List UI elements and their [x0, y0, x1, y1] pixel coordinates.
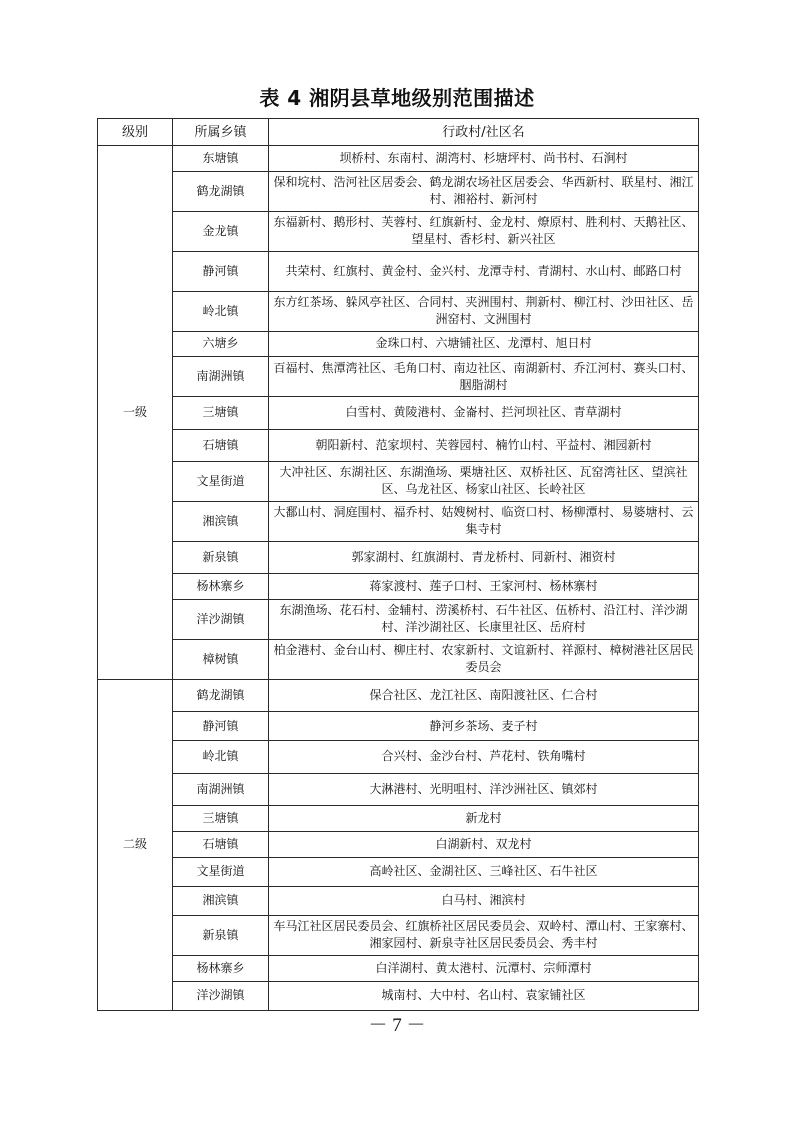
town-cell: 湘滨镇 — [173, 501, 269, 541]
page-number: － 7 － — [368, 1015, 426, 1036]
town-cell: 岭北镇 — [173, 741, 269, 773]
villages-cell: 白湖新村、双龙村 — [269, 831, 699, 857]
table-row — [98, 981, 699, 1010]
town-cell: 鹤龙湖镇 — [173, 679, 269, 711]
villages-cell: 白雪村、黄陵港村、金崙村、拦河坝社区、青草湖村 — [269, 397, 699, 429]
town-cell: 东塘镇 — [173, 146, 269, 172]
town-cell: 杨林寨乡 — [173, 955, 269, 981]
villages-cell: 东湖渔场、花石村、金辅村、涝溪桥村、石牛社区、伍桥村、沿江村、洋沙湖村、洋沙湖社区、长康里社区、岳府村 — [269, 600, 699, 640]
villages-cell: 金珠口村、六塘铺社区、龙潭村、旭日村 — [269, 331, 699, 357]
table-row — [98, 251, 699, 291]
town-cell: 文星街道 — [173, 461, 269, 501]
villages-cell: 白洋湖村、黄太港村、沅潭村、宗师潭村 — [269, 955, 699, 981]
villages-cell: 静河乡茶场、麦子村 — [269, 712, 699, 741]
town-cell: 南湖洲镇 — [173, 773, 269, 805]
town-cell: 石塘镇 — [173, 429, 269, 461]
villages-cell: 百福村、焦潭湾社区、毛角口村、南边社区、南湖新村、乔江河村、赛头口村、胭脂湖村 — [269, 357, 699, 397]
table-header — [98, 119, 699, 146]
villages-cell: 大淋港村、光明咀村、洋沙洲社区、镇郊村 — [269, 773, 699, 805]
villages-cell: 合兴村、金沙台村、芦花村、铁角嘴村 — [269, 741, 699, 773]
town-cell: 岭北镇 — [173, 291, 269, 331]
table-row — [98, 886, 699, 915]
town-cell: 三塘镇 — [173, 805, 269, 831]
table-row — [98, 397, 699, 429]
table-row — [98, 331, 699, 357]
villages-cell: 朝阳新村、范家坝村、芙蓉园村、楠竹山村、平益村、湘园新村 — [269, 429, 699, 461]
table-body — [98, 146, 699, 1011]
town-cell: 湘滨镇 — [173, 886, 269, 915]
villages-cell: 大冲社区、东湖社区、东湖渔场、栗塘社区、双桥社区、瓦窑湾社区、望滨社区、乌龙社区、杨家山社区、长岭社区 — [269, 461, 699, 501]
town-cell: 静河镇 — [173, 251, 269, 291]
villages-cell: 保和垸村、浩河社区居委会、鹤龙湖农场社区居委会、华西新村、联星村、湘江村、湘裕村、新河村 — [269, 171, 699, 211]
table-row — [98, 741, 699, 773]
villages-cell: 保合社区、龙江社区、南阳渡社区、仁合村 — [269, 679, 699, 711]
table-row — [98, 357, 699, 397]
villages-cell: 高岭社区、金湖社区、三峰社区、石牛社区 — [269, 857, 699, 886]
town-cell: 新泉镇 — [173, 915, 269, 955]
villages-cell: 柏金港村、金台山村、柳庄村、农家新村、文谊新村、祥源村、樟树港社区居民委员会 — [269, 639, 699, 679]
town-cell: 鹤龙湖镇 — [173, 171, 269, 211]
level-cell: 二级 — [98, 679, 173, 1010]
header-town: 所属乡镇 — [173, 119, 269, 146]
table-row — [98, 211, 699, 251]
villages-cell: 白马村、湘滨村 — [269, 886, 699, 915]
header-level: 级别 — [98, 119, 173, 146]
town-cell: 南湖洲镇 — [173, 357, 269, 397]
villages-cell: 共荣村、红旗村、黄金村、金兴村、龙潭寺村、青湖村、水山村、邮路口村 — [269, 251, 699, 291]
grassland-level-table — [97, 118, 699, 1011]
town-cell: 杨林寨乡 — [173, 574, 269, 600]
town-cell: 三塘镇 — [173, 397, 269, 429]
table-row — [98, 712, 699, 741]
table-row — [98, 541, 699, 573]
table-row — [98, 955, 699, 981]
town-cell: 金龙镇 — [173, 211, 269, 251]
table-row — [98, 915, 699, 955]
villages-cell: 城南村、大中村、名山村、袁家铺社区 — [269, 981, 699, 1010]
town-cell: 洋沙湖镇 — [173, 981, 269, 1010]
table-row — [98, 171, 699, 211]
table-row — [98, 146, 699, 172]
town-cell: 樟树镇 — [173, 639, 269, 679]
table-row — [98, 600, 699, 640]
town-cell: 文星街道 — [173, 857, 269, 886]
table-row — [98, 773, 699, 805]
table-row — [98, 679, 699, 711]
villages-cell: 东福新村、鹅形村、芙蓉村、红旗新村、金龙村、燎原村、胜利村、天鹅社区、望星村、香杉村、新兴社区 — [269, 211, 699, 251]
town-cell: 静河镇 — [173, 712, 269, 741]
villages-cell: 坝桥村、东南村、湖湾村、杉塘坪村、尚书村、石涧村 — [269, 146, 699, 172]
table-row — [98, 461, 699, 501]
table-row — [98, 639, 699, 679]
villages-cell: 蒋家渡村、莲子口村、王家河村、杨林寨村 — [269, 574, 699, 600]
town-cell: 六塘乡 — [173, 331, 269, 357]
villages-cell: 大鄱山村、洞庭围村、福乔村、姑嫂树村、临资口村、杨柳潭村、易婆塘村、云集寺村 — [269, 501, 699, 541]
table-row — [98, 501, 699, 541]
town-cell: 石塘镇 — [173, 831, 269, 857]
town-cell: 新泉镇 — [173, 541, 269, 573]
villages-cell: 新龙村 — [269, 805, 699, 831]
table-row — [98, 574, 699, 600]
table-row — [98, 291, 699, 331]
town-cell: 洋沙湖镇 — [173, 600, 269, 640]
villages-cell: 车马江社区居民委员会、红旗桥社区居民委员会、双岭村、潭山村、王家寨村、湘家园村、新泉寺社区居民委员会、秀丰村 — [269, 915, 699, 955]
level-cell: 一级 — [98, 146, 173, 680]
header-villages: 行政村/社区名 — [269, 119, 699, 146]
table-title: 表 4 湘阴县草地级别范围描述 — [259, 86, 535, 110]
table-row — [98, 805, 699, 831]
table-row — [98, 831, 699, 857]
table-row — [98, 857, 699, 886]
table-row — [98, 429, 699, 461]
villages-cell: 东方红茶场、躲风亭社区、合同村、夹洲围村、荆新村、柳江村、沙田社区、岳洲窑村、文洲围村 — [269, 291, 699, 331]
villages-cell: 郭家湖村、红旗湖村、青龙桥村、同新村、湘资村 — [269, 541, 699, 573]
